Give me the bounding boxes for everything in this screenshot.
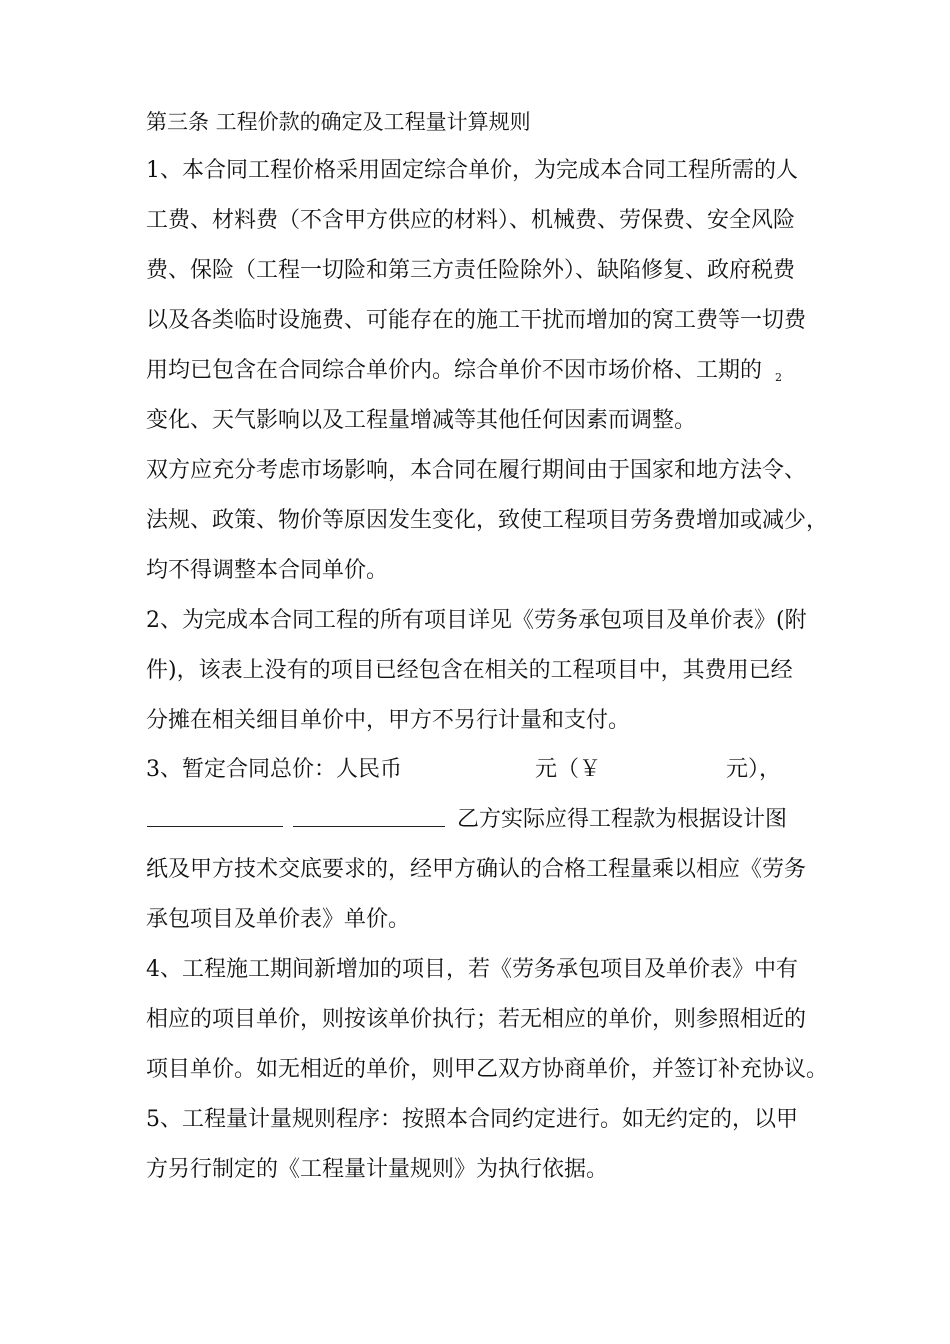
text-line: 变化、天气影响以及工程量增减等其他任何因素而调整。 bbox=[146, 408, 697, 433]
text-line: 4、工程施工期间新增加的项目，若《劳务承包项目及单价表》中有 bbox=[146, 957, 798, 982]
price-label: 3、暂定合同总价：人民币 bbox=[146, 757, 402, 782]
price-yuan-open: 元（￥ bbox=[535, 757, 602, 782]
text-line: 件)，该表上没有的项目已经包含在相关的工程项目中，其费用已经 bbox=[146, 658, 793, 683]
text-line: 均不得调整本合同单价。 bbox=[146, 558, 389, 583]
text-line: 用均已包含在合同综合单价内。综合单价不因市场价格、工期的 bbox=[146, 358, 763, 383]
text-line: 分摊在相关细目单价中，甲方不另行计量和支付。 bbox=[146, 708, 631, 733]
text-line: 5、工程量计量规则程序：按照本合同约定进行。如无约定的，以甲 bbox=[146, 1107, 798, 1132]
text-line: 项目单价。如无相近的单价，则甲乙双方协商单价，并签订补充协议。 bbox=[146, 1057, 829, 1082]
price-yuan-close: 元）， bbox=[726, 757, 782, 782]
blank-line-2 bbox=[293, 826, 445, 827]
text-line: 双方应充分考虑市场影响，本合同在履行期间由于国家和地方法令、 bbox=[146, 458, 807, 483]
price-tail-text: 乙方实际应得工程款为根据设计图 bbox=[457, 807, 788, 832]
text-line: 工费、材料费（不含甲方供应的材料）、机械费、劳保费、安全风险 bbox=[146, 208, 796, 233]
text-line: 纸及甲方技术交底要求的，经甲方确认的合格工程量乘以相应《劳务 bbox=[146, 857, 807, 882]
text-line: 法规、政策、物价等原因发生变化，致使工程项目劳务费增加或减少， bbox=[146, 508, 829, 533]
text-line: 2、为完成本合同工程的所有项目详见《劳务承包项目及单价表》(附 bbox=[146, 608, 807, 633]
section-heading: 第三条 工程价款的确定及工程量计算规则 bbox=[146, 110, 531, 134]
page-number: 2 bbox=[775, 371, 782, 384]
text-line: 以及各类临时设施费、可能存在的施工干扰而增加的窝工费等一切费 bbox=[146, 308, 807, 333]
text-line: 费、保险（工程一切险和第三方责任险除外）、缺陷修复、政府税费 bbox=[146, 258, 796, 283]
text-line: 1、本合同工程价格采用固定综合单价，为完成本合同工程所需的人 bbox=[146, 158, 798, 183]
text-line: 相应的项目单价，则按该单价执行；若无相应的单价，则参照相近的 bbox=[146, 1007, 807, 1032]
text-line: 承包项目及单价表》单价。 bbox=[146, 907, 411, 932]
blank-line-1 bbox=[147, 826, 283, 827]
text-line: 方另行制定的《工程量计量规则》为执行依据。 bbox=[146, 1157, 609, 1182]
